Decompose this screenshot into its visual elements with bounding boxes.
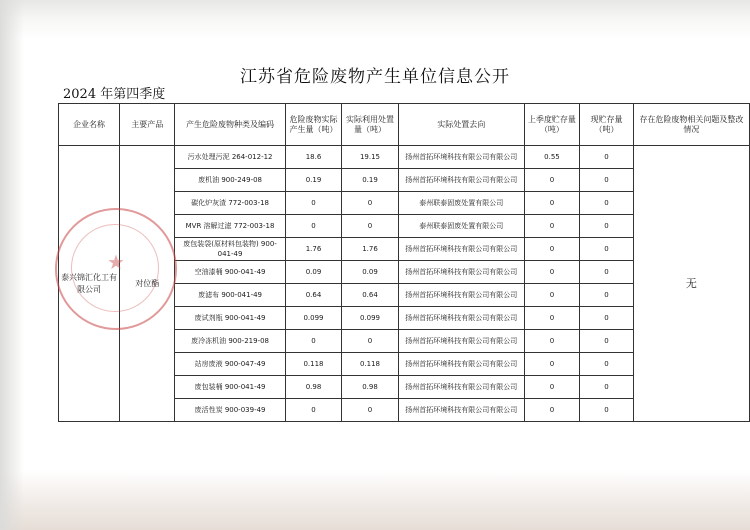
current-stock-cell: 0 bbox=[580, 307, 634, 330]
utilized-cell: 0.118 bbox=[342, 353, 399, 376]
waste-cell: 废试剂瓶 900-041-49 bbox=[175, 307, 285, 330]
current-stock-cell: 0 bbox=[580, 192, 634, 215]
header-waste-type: 产生危险废物种类及编码 bbox=[175, 104, 285, 146]
destination-cell: 泰州联泰固废处置有限公司 bbox=[398, 192, 524, 215]
header-last-stock: 上季度贮存量（吨） bbox=[524, 104, 580, 146]
waste-cell: 碳化炉灰渣 772-003-18 bbox=[175, 192, 285, 215]
utilized-cell: 0.98 bbox=[342, 376, 399, 399]
header-product: 主要产品 bbox=[120, 104, 175, 146]
generated-cell: 0.64 bbox=[285, 284, 342, 307]
generated-cell: 0 bbox=[285, 215, 342, 238]
destination-cell: 扬州首拓环境科技有限公司有限公司 bbox=[398, 330, 524, 353]
destination-cell: 扬州首拓环境科技有限公司有限公司 bbox=[398, 399, 524, 422]
last-stock-cell: 0 bbox=[524, 399, 580, 422]
header-utilized: 实际利用处置量（吨） bbox=[342, 104, 399, 146]
waste-cell: 废包装桶 900-041-49 bbox=[175, 376, 285, 399]
header-company: 企业名称 bbox=[59, 104, 120, 146]
generated-cell: 0.118 bbox=[285, 353, 342, 376]
last-stock-cell: 0 bbox=[524, 238, 580, 261]
utilized-cell: 0.19 bbox=[342, 169, 399, 192]
waste-cell: MVR 溶解过滤 772-003-18 bbox=[175, 215, 285, 238]
destination-cell: 扬州首拓环境科技有限公司有限公司 bbox=[398, 376, 524, 399]
seal-star-icon: ★ bbox=[107, 250, 125, 274]
generated-cell: 0.099 bbox=[285, 307, 342, 330]
destination-cell: 扬州首拓环境科技有限公司有限公司 bbox=[398, 307, 524, 330]
issues-cell: 无 bbox=[633, 146, 749, 422]
destination-cell: 扬州首拓环境科技有限公司有限公司 bbox=[398, 261, 524, 284]
waste-table bbox=[58, 103, 750, 422]
current-stock-cell: 0 bbox=[580, 146, 634, 169]
generated-cell: 0.09 bbox=[285, 261, 342, 284]
utilized-cell: 0 bbox=[342, 399, 399, 422]
waste-cell: 废活性炭 900-039-49 bbox=[175, 399, 285, 422]
generated-cell: 0 bbox=[285, 399, 342, 422]
document-title: 江苏省危险废物产生单位信息公开 bbox=[240, 67, 510, 87]
destination-cell: 扬州首拓环境科技有限公司有限公司 bbox=[398, 169, 524, 192]
current-stock-cell: 0 bbox=[580, 353, 634, 376]
waste-cell: 站房废液 900-047-49 bbox=[175, 353, 285, 376]
generated-cell: 0 bbox=[285, 192, 342, 215]
waste-cell: 空油漆桶 900-041-49 bbox=[175, 261, 285, 284]
current-stock-cell: 0 bbox=[580, 399, 634, 422]
waste-cell: 污水处理污泥 264-012-12 bbox=[175, 146, 285, 169]
current-stock-cell: 0 bbox=[580, 284, 634, 307]
utilized-cell: 0.64 bbox=[342, 284, 399, 307]
utilized-cell: 0 bbox=[342, 330, 399, 353]
utilized-cell: 0 bbox=[342, 215, 399, 238]
header-generated: 危险废物实际产生量（吨） bbox=[285, 104, 342, 146]
header-destination: 实际处置去向 bbox=[398, 104, 524, 146]
last-stock-cell: 0 bbox=[524, 353, 580, 376]
last-stock-cell: 0 bbox=[524, 307, 580, 330]
current-stock-cell: 0 bbox=[580, 330, 634, 353]
last-stock-cell: 0 bbox=[524, 284, 580, 307]
utilized-cell: 0 bbox=[342, 192, 399, 215]
generated-cell: 1.76 bbox=[285, 238, 342, 261]
generated-cell: 18.6 bbox=[285, 146, 342, 169]
last-stock-cell: 0 bbox=[524, 376, 580, 399]
last-stock-cell: 0 bbox=[524, 215, 580, 238]
destination-cell: 扬州首拓环境科技有限公司有限公司 bbox=[398, 146, 524, 169]
last-stock-cell: 0 bbox=[524, 192, 580, 215]
last-stock-cell: 0 bbox=[524, 261, 580, 284]
destination-cell: 扬州首拓环境科技有限公司有限公司 bbox=[398, 353, 524, 376]
utilized-cell: 0.09 bbox=[342, 261, 399, 284]
last-stock-cell: 0.55 bbox=[524, 146, 580, 169]
waste-cell: 废滤布 900-041-49 bbox=[175, 284, 285, 307]
last-stock-cell: 0 bbox=[524, 330, 580, 353]
generated-cell: 0.98 bbox=[285, 376, 342, 399]
header-issues: 存在危险废物相关问题及整改情况 bbox=[633, 104, 749, 146]
utilized-cell: 0.099 bbox=[342, 307, 399, 330]
company-name-cell: 泰兴锦汇化工有限公司 bbox=[59, 146, 120, 422]
destination-cell: 泰州联泰固废处置有限公司 bbox=[398, 215, 524, 238]
header-current-stock: 现贮存量（吨） bbox=[580, 104, 634, 146]
current-stock-cell: 0 bbox=[580, 169, 634, 192]
waste-cell: 废机油 900-249-08 bbox=[175, 169, 285, 192]
generated-cell: 0 bbox=[285, 330, 342, 353]
main-product-cell: 对位酯 bbox=[120, 146, 175, 422]
waste-cell: 废冷冻机油 900-219-08 bbox=[175, 330, 285, 353]
destination-cell: 扬州首拓环境科技有限公司有限公司 bbox=[398, 284, 524, 307]
current-stock-cell: 0 bbox=[580, 238, 634, 261]
current-stock-cell: 0 bbox=[580, 261, 634, 284]
current-stock-cell: 0 bbox=[580, 215, 634, 238]
table-row bbox=[59, 146, 750, 169]
utilized-cell: 1.76 bbox=[342, 238, 399, 261]
quarter-label: 2024 年第四季度 bbox=[63, 87, 166, 102]
generated-cell: 0.19 bbox=[285, 169, 342, 192]
current-stock-cell: 0 bbox=[580, 376, 634, 399]
destination-cell: 扬州首拓环境科技有限公司有限公司 bbox=[398, 238, 524, 261]
waste-cell: 废包装袋(原材料包装物) 900-041-49 bbox=[175, 238, 285, 261]
utilized-cell: 19.15 bbox=[342, 146, 399, 169]
table-header-row bbox=[59, 104, 750, 146]
last-stock-cell: 0 bbox=[524, 169, 580, 192]
